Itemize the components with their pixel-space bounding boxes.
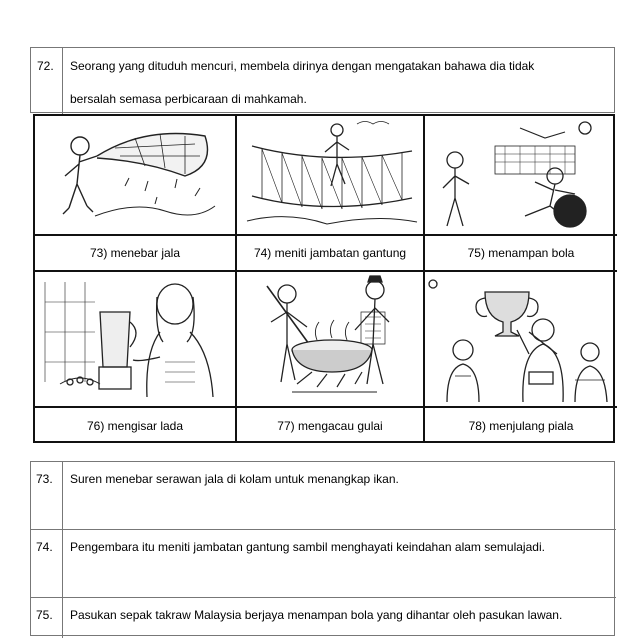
- answer-text: Pasukan sepak takraw Malaysia berjaya menampan bola yang dihantar oleh pasukan lawan.: [70, 608, 563, 622]
- cooking-pot-icon: [237, 272, 423, 406]
- picture-grid: [33, 114, 615, 443]
- question-72-box: [30, 47, 615, 113]
- picture-78: [425, 272, 617, 408]
- suspension-bridge-icon: [237, 116, 423, 234]
- picture-73: [35, 116, 237, 236]
- picture-76: [35, 272, 237, 408]
- caption-78: 78) menjulang piala: [468, 418, 574, 433]
- casting-net-icon: [35, 116, 235, 234]
- caption-74: 74) meniti jambatan gantung: [237, 236, 425, 272]
- question-number-cell: [31, 48, 63, 114]
- picture-74: [237, 116, 425, 236]
- answer-number: 73.: [36, 472, 53, 486]
- question-text-line-2: bersalah semasa perbicaraan di mahkamah.: [70, 92, 307, 106]
- question-text-line-1: Seorang yang dituduh mencuri, membela dirinya dengan mengatakan bahawa dia tidak: [70, 59, 535, 73]
- picture-77: [237, 272, 425, 408]
- sepak-takraw-icon: [425, 116, 615, 234]
- answer-text: Pengembara itu meniti jambatan gantung sambil menghayati keindahan alam semulajadi.: [70, 540, 545, 554]
- answer-table: [30, 461, 615, 636]
- picture-75: [425, 116, 617, 236]
- answer-number-cell: [31, 598, 63, 638]
- question-number: 72.: [37, 59, 54, 73]
- answer-text: Suren menebar serawan jala di kolam untuk menangkap ikan.: [70, 472, 399, 486]
- answer-row-75: [31, 598, 616, 638]
- answer-number: 75.: [36, 608, 53, 622]
- answer-row-74: [31, 530, 616, 598]
- blender-icon: [35, 272, 235, 406]
- caption-76: 76) mengisar lada: [35, 408, 237, 443]
- caption-75: 75) menampan bola: [425, 236, 617, 272]
- answer-number: 74.: [36, 540, 53, 554]
- caption-77: 77) mengacau gulai: [237, 408, 425, 443]
- caption-73: 73) menebar jala: [35, 236, 237, 272]
- answer-number-cell: [31, 530, 63, 597]
- answer-number-cell: [31, 462, 63, 529]
- trophy-icon: [425, 272, 615, 406]
- answer-row-73: [31, 462, 616, 530]
